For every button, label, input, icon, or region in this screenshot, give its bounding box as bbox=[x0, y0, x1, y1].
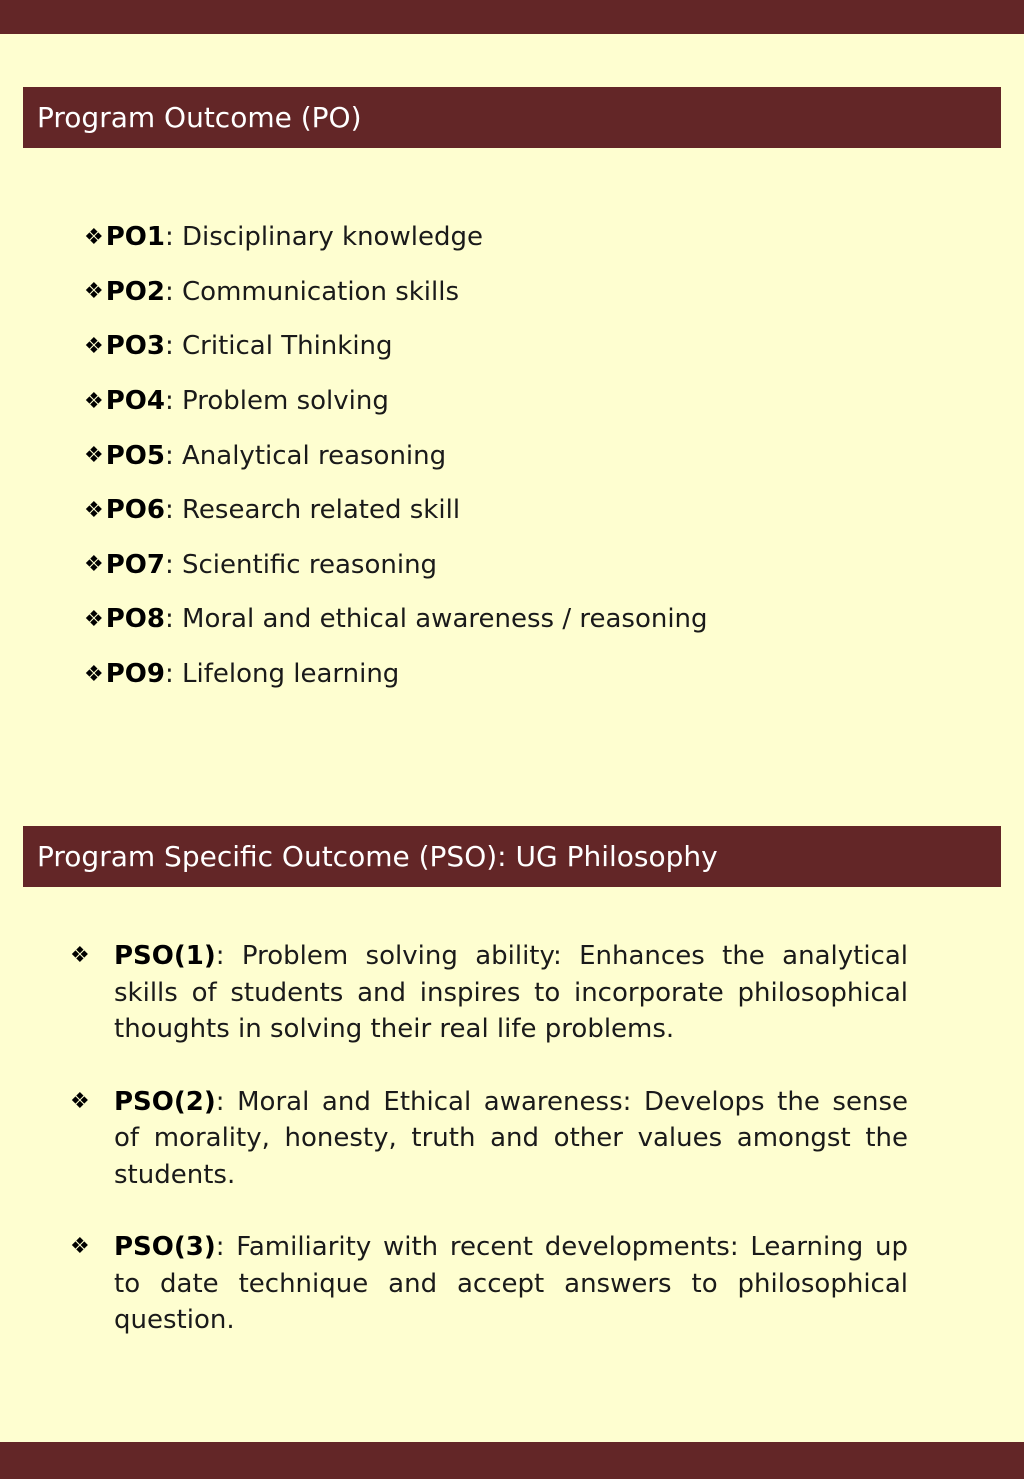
diamond-bullet-icon: ❖ bbox=[84, 279, 104, 305]
po-section-title: Program Outcome (PO) bbox=[37, 101, 362, 134]
pso-section-title: Program Specific Outcome (PSO): UG Philosophy bbox=[37, 840, 718, 873]
po-code: PO9 bbox=[105, 659, 165, 690]
pso-code: PSO(1) bbox=[114, 941, 216, 971]
po-text: : Scientific reasoning bbox=[164, 549, 438, 580]
diamond-bullet-icon: ❖ bbox=[84, 224, 104, 250]
po-item-1 bbox=[84, 210, 708, 265]
top-border-band bbox=[0, 0, 1024, 34]
po-item-8 bbox=[84, 592, 708, 647]
pso-section-header bbox=[23, 826, 1001, 887]
diamond-bullet-icon: ❖ bbox=[84, 552, 104, 578]
po-item-4 bbox=[84, 374, 708, 429]
po-code: PO3 bbox=[105, 331, 165, 362]
diamond-bullet-icon: ❖ bbox=[84, 497, 104, 523]
po-section-header bbox=[23, 87, 1001, 148]
diamond-bullet-icon: ❖ bbox=[84, 661, 104, 687]
diamond-bullet-icon: ❖ bbox=[84, 606, 104, 632]
diamond-bullet-icon: ❖ bbox=[84, 333, 104, 359]
po-item-5 bbox=[84, 428, 708, 483]
diamond-bullet-icon: ❖ bbox=[70, 1234, 90, 1259]
pso-list bbox=[70, 938, 908, 1339]
po-text: : Lifelong learning bbox=[164, 659, 400, 690]
diamond-bullet-icon: ❖ bbox=[70, 1088, 90, 1114]
po-text: : Analytical reasoning bbox=[164, 440, 447, 471]
pso-text: : Familiarity with recent developments: Learning up to date technique and accept answers to philosophical question. bbox=[114, 1232, 908, 1335]
po-item-3 bbox=[84, 319, 708, 374]
pso-item-1 bbox=[70, 938, 908, 1048]
po-text: : Critical Thinking bbox=[164, 331, 393, 362]
pso-text: : Problem solving ability: Enhances the analytical skills of students and inspires to incorporate philosophical thoughts in solving their real life problems. bbox=[114, 941, 908, 1044]
po-code: PO6 bbox=[105, 495, 165, 526]
po-text: : Moral and ethical awareness / reasoning bbox=[164, 604, 708, 635]
pso-code: PSO(3) bbox=[114, 1232, 216, 1262]
po-code: PO2 bbox=[105, 276, 165, 307]
diamond-bullet-icon: ❖ bbox=[70, 943, 90, 968]
po-code: PO8 bbox=[105, 604, 165, 635]
po-item-7 bbox=[84, 538, 708, 593]
po-text: : Communication skills bbox=[164, 276, 460, 307]
po-code: PO7 bbox=[105, 549, 165, 580]
bottom-border-band bbox=[0, 1442, 1024, 1479]
diamond-bullet-icon: ❖ bbox=[84, 388, 104, 414]
po-item-6 bbox=[84, 483, 708, 538]
po-item-9 bbox=[84, 647, 708, 702]
po-code: PO4 bbox=[105, 386, 165, 417]
po-list bbox=[84, 210, 708, 701]
po-code: PO5 bbox=[105, 440, 165, 471]
po-code: PO1 bbox=[105, 222, 165, 253]
pso-text: : Moral and Ethical awareness: Develops the sense of morality, honesty, truth and other values amongst the students. bbox=[114, 1086, 908, 1190]
po-text: : Disciplinary knowledge bbox=[164, 222, 483, 253]
pso-item-3 bbox=[70, 1229, 908, 1339]
po-text: : Problem solving bbox=[164, 386, 389, 417]
po-text: : Research related skill bbox=[164, 495, 461, 526]
diamond-bullet-icon: ❖ bbox=[84, 443, 104, 469]
pso-item-2 bbox=[70, 1084, 908, 1194]
po-item-2 bbox=[84, 265, 708, 320]
pso-code: PSO(2) bbox=[114, 1086, 216, 1117]
